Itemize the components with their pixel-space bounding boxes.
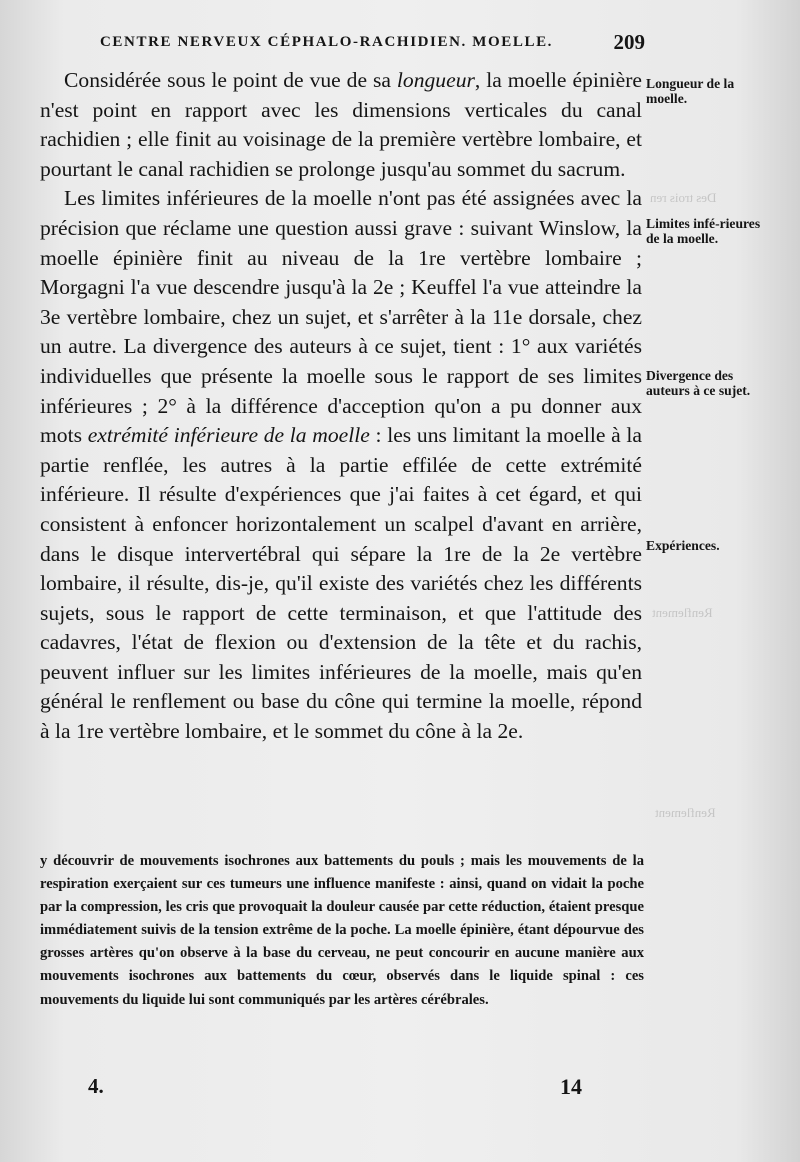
bleed-through-text: Renflement <box>652 605 713 620</box>
signature-mark: 4. <box>88 1074 104 1098</box>
paragraph-text: Les limites inférieures de la moelle n'ont pas été assignées avec la précision que réclame une question aussi grave : suivant Winslow, la moelle épinière finit au niveau de la 1re vertèbre lombaire ; Morgagni l'a vue descendre jusqu'à la 2e ; Keuffel l'a vue atteindre la 3e vertèbre lombaire, chez un sujet, et s'arrêter à la 11e dorsale, chez un autre. La divergence des auteurs à ce sujet, tient : 1° aux variétés individuelles que présente la moelle sous le rapport de ses limites inférieures ; 2° à la différence d'acception qu'on a pu donner aux mots <box>40 186 642 448</box>
main-text <box>40 66 642 747</box>
margin-note-divergence: Divergence des auteurs à ce sujet. <box>646 368 751 398</box>
emphasis-text: longueur <box>396 68 475 92</box>
paragraph-limites <box>40 184 642 746</box>
sheet-number: 14 <box>560 1074 582 1099</box>
footnote-text: y découvrir de mouvements isochrones aux battements du pouls ; mais les mouvements de la respiration exerçaient sur ces tumeurs une influence manifeste : ainsi, quand on vidait la poche par la compression, les cris que provoquait la douleur causée par cette réduction, étaient presque immédiatement suivis de la tension extrême de la poche. La moelle épinière, étant dépourvue des grosses artères qu'on observe à la base du cerveau, ne peut concourir en aucune manière aux mouvements isochrones aux battements du cœur, observés dans le liquide spinal : ces mouvements du liquide lui sont communiqués par les artères cérébrales. <box>40 853 644 1008</box>
emphasis-text: extrémité inférieure de la moelle <box>87 423 370 448</box>
footnote <box>40 850 644 1012</box>
running-title: CENTRE NERVEUX CÉPHALO-RACHIDIEN. MOELLE. <box>100 34 554 50</box>
bleed-through-text: Des trois ren <box>650 190 717 205</box>
running-head <box>100 30 645 54</box>
margin-note-limites: Limites infé-rieures de la moelle. <box>646 216 761 246</box>
bleed-through-text: Renflement <box>655 805 716 820</box>
paragraph-text: : les uns limitant la moelle à la partie renflée, les autres à la partie effilée de cette extrémité inférieure. Il résulte d'expériences que j'ai faites à cet égard, et qui consistent à enfoncer horizontalement un scalpel d'avant en arrière, dans le disque intervertébral qui sépare la 1re de la 2e vertèbre lombaire, il résulte, dis-je, qu'il existe des variétés chez les différents sujets, sous le rapport de cette terminaison, et que l'attitude des cadavres, l'état de flexion ou d'extension de la tête et du rachis, peuvent influer sur les limites inférieures de la moelle, mais qu'en général le renflement ou base du cône qui termine la moelle, répond à la 1re vertèbre lombaire, et le sommet du cône à la 2e. <box>40 423 643 744</box>
paragraph-longueur <box>40 66 642 184</box>
paragraph-text: Considérée sous le point de vue de sa <box>64 68 397 92</box>
margin-note-longueur: Longueur de la moelle. <box>646 76 735 106</box>
paragraph-text: , la moelle épinière n'est point en rapport avec les dimensions verticales du canal rachidien ; elle finit au voisinage de la première vertèbre lombaire, et pourtant le canal rachidien se prolonge jusqu'au sommet du sacrum. <box>40 68 642 181</box>
page-number: 209 <box>613 30 645 54</box>
margin-note-experiences: Expériences. <box>646 538 720 553</box>
